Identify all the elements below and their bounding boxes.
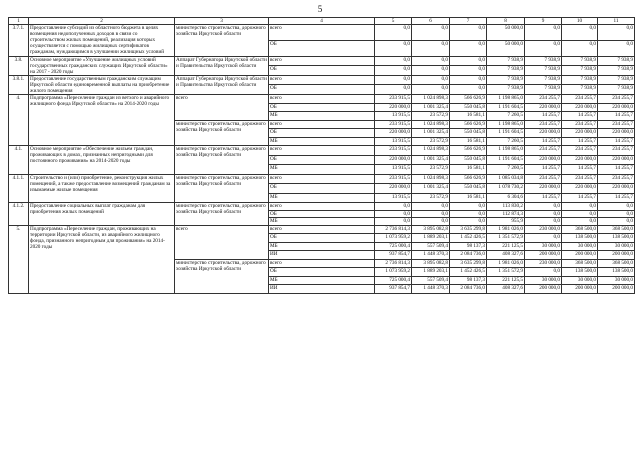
value-cell: 220 000,0: [562, 184, 598, 194]
value-cell: 234 255,7: [562, 120, 598, 129]
value-cell: 234 255,7: [525, 95, 562, 104]
value-cell: 220 000,0: [598, 129, 635, 138]
value-cell: 0,0: [525, 25, 562, 41]
value-cell: 1 024 898,3: [412, 174, 450, 184]
value-cell: 1 448 370,3: [412, 251, 450, 260]
header-cell: 4: [269, 18, 375, 25]
value-cell: 7 938,9: [525, 56, 562, 66]
value-cell: 233 915,5: [375, 146, 412, 156]
value-cell: 14 255,7: [562, 165, 598, 175]
value-cell: 23 572,9: [412, 193, 450, 203]
funding-source-cell: всего: [269, 203, 375, 211]
value-cell: 0,0: [375, 56, 412, 66]
value-cell: 14 255,7: [598, 137, 635, 146]
value-cell: 220 000,0: [375, 103, 412, 112]
funding-source-cell: МБ: [269, 137, 375, 146]
value-cell: 566 626,9: [450, 120, 487, 129]
value-cell: 14 255,7: [598, 193, 635, 203]
value-cell: 233 915,5: [375, 120, 412, 129]
value-cell: 14 255,7: [562, 193, 598, 203]
funding-source-cell: ОБ: [269, 40, 375, 56]
value-cell: 2 084 736,0: [450, 285, 487, 294]
value-cell: 557 509,4: [412, 242, 450, 251]
value-cell: 1 191 604,5: [487, 155, 525, 165]
value-cell: 0,0: [525, 40, 562, 56]
value-cell: 138 500,0: [598, 234, 635, 243]
value-cell: 1 001 325,4: [412, 155, 450, 165]
value-cell: 30 000,0: [562, 276, 598, 285]
value-cell: 3 635 299,8: [450, 225, 487, 234]
section-name: Строительство и (или) приобретение, реконструкция жилых помещений, а также предоставление возмещений гражданам за изымаемые жилые помещения: [29, 174, 175, 203]
value-cell: 1 001 325,4: [412, 103, 450, 112]
executor-cell: министерство строительства, дорожного хозяйства Иркутской области: [175, 146, 269, 175]
table-row: [9, 95, 635, 104]
value-cell: 230 000,0: [525, 225, 562, 234]
value-cell: 98 137,3: [450, 276, 487, 285]
funding-source-cell: МБ: [269, 242, 375, 251]
value-cell: 220 000,0: [525, 103, 562, 112]
value-cell: 937 854,7: [375, 285, 412, 294]
value-cell: 50 000,0: [487, 40, 525, 56]
column-number-row: [9, 18, 635, 25]
value-cell: 220 000,0: [525, 129, 562, 138]
value-cell: 0,0: [412, 218, 450, 226]
value-cell: 1 073 959,2: [375, 234, 412, 243]
value-cell: 220 000,0: [598, 103, 635, 112]
value-cell: 2 084 736,0: [450, 251, 487, 260]
value-cell: 7 938,9: [598, 85, 635, 95]
executor-cell: министерство строительства, дорожного хозяйства Иркутской области: [175, 120, 269, 146]
value-cell: 0,0: [598, 210, 635, 218]
value-cell: 13 915,5: [375, 193, 412, 203]
value-cell: 0,0: [375, 85, 412, 95]
value-cell: 220 000,0: [375, 155, 412, 165]
table-row: [9, 75, 635, 85]
value-cell: 30 000,0: [525, 242, 562, 251]
value-cell: 7 938,9: [487, 75, 525, 85]
funding-source-cell: МБ: [269, 218, 375, 226]
funding-source-cell: всего: [269, 146, 375, 156]
value-cell: 234 255,7: [598, 95, 635, 104]
funding-source-cell: всего: [269, 259, 375, 268]
value-cell: 7 260,5: [487, 112, 525, 121]
funding-source-cell: МБ: [269, 193, 375, 203]
value-cell: 234 255,7: [562, 95, 598, 104]
executor-cell: всего: [175, 225, 269, 259]
value-cell: 0,0: [450, 203, 487, 211]
value-cell: 234 255,7: [598, 146, 635, 156]
table-row: [9, 203, 635, 211]
value-cell: 7 938,9: [598, 66, 635, 76]
value-cell: 234 255,7: [525, 146, 562, 156]
funding-source-cell: ОБ: [269, 129, 375, 138]
section-number: 5.: [9, 225, 29, 293]
value-cell: 1 452 426,5: [450, 234, 487, 243]
executor-cell: министерство строительства, дорожного хозяйства Иркутской области: [175, 174, 269, 203]
value-cell: 14 255,7: [525, 137, 562, 146]
value-cell: 6 304,6: [487, 193, 525, 203]
value-cell: 23 572,9: [412, 165, 450, 175]
section-number: 4.1.1.: [9, 174, 29, 203]
value-cell: 0,0: [450, 210, 487, 218]
value-cell: 220 000,0: [562, 155, 598, 165]
value-cell: 30 000,0: [598, 242, 635, 251]
value-cell: 0,0: [562, 203, 598, 211]
value-cell: 0,0: [375, 40, 412, 56]
value-cell: 113 830,2: [487, 203, 525, 211]
section-name: Основное мероприятие «Обеспечение жильем граждан, проживающих в домах, признанных непригодными для постоянного проживания» на 2014-2020 годы: [29, 146, 175, 175]
value-cell: 1 191 604,5: [487, 103, 525, 112]
funding-source-cell: всего: [269, 25, 375, 41]
value-cell: 0,0: [598, 203, 635, 211]
value-cell: 3 895 082,8: [412, 225, 450, 234]
value-cell: 0,0: [412, 40, 450, 56]
value-cell: 234 255,7: [562, 146, 598, 156]
value-cell: 368 500,0: [562, 259, 598, 268]
value-cell: 234 255,7: [562, 174, 598, 184]
value-cell: 0,0: [450, 56, 487, 66]
value-cell: 138 500,0: [562, 268, 598, 277]
header-cell: 8: [487, 18, 525, 25]
value-cell: 0,0: [598, 25, 635, 41]
value-cell: 0,0: [450, 40, 487, 56]
value-cell: 0,0: [375, 203, 412, 211]
value-cell: 1 198 865,0: [487, 120, 525, 129]
value-cell: 0,0: [412, 203, 450, 211]
value-cell: 368 500,0: [562, 225, 598, 234]
value-cell: 14 255,7: [598, 165, 635, 175]
value-cell: 220 000,0: [598, 155, 635, 165]
funding-source-cell: ОБ: [269, 184, 375, 194]
value-cell: 0,0: [375, 75, 412, 85]
value-cell: 30 000,0: [525, 276, 562, 285]
value-cell: 1 001 325,4: [412, 129, 450, 138]
value-cell: 0,0: [525, 203, 562, 211]
value-cell: 200 000,0: [525, 285, 562, 294]
value-cell: 1 351 572,9: [487, 268, 525, 277]
table-row: [9, 25, 635, 41]
funding-source-cell: ИИ: [269, 285, 375, 294]
executor-cell: министерство строительства, дорожного хозяйства Иркутской области: [175, 25, 269, 56]
value-cell: 550 045,8: [450, 129, 487, 138]
value-cell: 13 915,5: [375, 165, 412, 175]
value-cell: 14 255,7: [525, 165, 562, 175]
value-cell: 0,0: [412, 75, 450, 85]
value-cell: 0,0: [562, 40, 598, 56]
value-cell: 1 191 604,5: [487, 129, 525, 138]
value-cell: 1 889 203,1: [412, 234, 450, 243]
value-cell: 7 938,9: [562, 66, 598, 76]
value-cell: 14 255,7: [598, 112, 635, 121]
value-cell: 0,0: [375, 25, 412, 41]
value-cell: 1 024 898,3: [412, 146, 450, 156]
value-cell: 234 255,7: [525, 120, 562, 129]
value-cell: 112 874,3: [487, 210, 525, 218]
value-cell: 1 078 730,2: [487, 184, 525, 194]
value-cell: 0,0: [375, 218, 412, 226]
funding-source-cell: МБ: [269, 165, 375, 175]
value-cell: 1 452 426,5: [450, 268, 487, 277]
value-cell: 550 045,8: [450, 184, 487, 194]
value-cell: 725 000,4: [375, 242, 412, 251]
header-cell: 9: [525, 18, 562, 25]
value-cell: 1 981 026,0: [487, 225, 525, 234]
value-cell: 220 000,0: [598, 184, 635, 194]
header-cell: 6: [412, 18, 450, 25]
funding-source-cell: ИИ: [269, 251, 375, 260]
funding-source-cell: ОБ: [269, 234, 375, 243]
value-cell: 0,0: [450, 75, 487, 85]
value-cell: 138 500,0: [598, 268, 635, 277]
section-name: Подпрограмма «Переселение граждан, проживающих на территории Иркутской области, из аварийного жилищного фонда, признанного непригодным для проживания» на 2014-2020 годы: [29, 225, 175, 293]
value-cell: 30 000,0: [562, 242, 598, 251]
value-cell: 50 000,0: [487, 25, 525, 41]
section-number: 4.: [9, 95, 29, 146]
value-cell: 30 000,0: [598, 276, 635, 285]
funding-source-cell: ОБ: [269, 85, 375, 95]
section-number: 4.1.2.: [9, 203, 29, 226]
value-cell: 13 915,5: [375, 112, 412, 121]
value-cell: 7 260,5: [487, 165, 525, 175]
value-cell: 0,0: [598, 218, 635, 226]
value-cell: 234 255,7: [525, 174, 562, 184]
value-cell: 1 024 898,3: [412, 120, 450, 129]
value-cell: 23 572,9: [412, 137, 450, 146]
header-cell: 5: [375, 18, 412, 25]
funding-source-cell: всего: [269, 75, 375, 85]
value-cell: 14 255,7: [525, 193, 562, 203]
value-cell: 7 938,9: [487, 66, 525, 76]
budget-table: [8, 17, 635, 294]
value-cell: 200 000,0: [598, 285, 635, 294]
value-cell: 7 938,9: [598, 56, 635, 66]
value-cell: 0,0: [412, 56, 450, 66]
executor-cell: министерство строительства, дорожного хозяйства Иркутской области: [175, 203, 269, 226]
value-cell: 200 000,0: [525, 251, 562, 260]
value-cell: 7 938,9: [487, 56, 525, 66]
funding-source-cell: МБ: [269, 112, 375, 121]
executor-cell: министерство строительства, дорожного хозяйства Иркутской области: [175, 259, 269, 293]
section-number: 3.8.: [9, 56, 29, 75]
value-cell: 98 137,3: [450, 242, 487, 251]
value-cell: 7 938,9: [562, 56, 598, 66]
header-cell: 2: [29, 18, 175, 25]
value-cell: 0,0: [375, 66, 412, 76]
value-cell: 557 509,4: [412, 276, 450, 285]
value-cell: 368 500,0: [598, 259, 635, 268]
section-name: Предоставление государственным гражданским служащим Иркутской области единовременной выплаты на приобретение жилого помещения: [29, 75, 175, 94]
section-name: Предоставление субсидий из областного бюджета в целях возмещения недополученных доходов в связи со строительством жилых помещений, реализация которых осуществляется с помощью жилищных сертификатов гражданам, нуждающимся в улучшении жилищных условий: [29, 25, 175, 56]
value-cell: 7 938,9: [598, 75, 635, 85]
table-row: [9, 56, 635, 66]
section-name: Предоставление социальных выплат гражданам для приобретения жилых помещений: [29, 203, 175, 226]
value-cell: 0,0: [562, 25, 598, 41]
value-cell: 1 073 959,2: [375, 268, 412, 277]
value-cell: 566 626,9: [450, 95, 487, 104]
value-cell: 1 001 325,4: [412, 184, 450, 194]
header-cell: 10: [562, 18, 598, 25]
value-cell: 221 125,5: [487, 242, 525, 251]
value-cell: 0,0: [412, 25, 450, 41]
section-number: 3.7.1.: [9, 25, 29, 56]
funding-source-cell: ОБ: [269, 103, 375, 112]
funding-source-cell: всего: [269, 56, 375, 66]
header-cell: 1: [9, 18, 29, 25]
header-cell: 7: [450, 18, 487, 25]
value-cell: 0,0: [450, 25, 487, 41]
value-cell: 200 000,0: [562, 285, 598, 294]
value-cell: 408 327,6: [487, 285, 525, 294]
value-cell: 23 572,9: [412, 112, 450, 121]
executor-cell: Аппарат Губернатора Иркутской области и Правительства Иркутской области: [175, 75, 269, 94]
page-number: 5: [317, 4, 323, 14]
value-cell: 14 255,7: [562, 112, 598, 121]
value-cell: 0,0: [562, 210, 598, 218]
value-cell: 0,0: [412, 210, 450, 218]
value-cell: 0,0: [562, 218, 598, 226]
value-cell: 955,9: [487, 218, 525, 226]
funding-source-cell: ОБ: [269, 268, 375, 277]
value-cell: 16 581,1: [450, 193, 487, 203]
value-cell: 0,0: [525, 210, 562, 218]
value-cell: 566 626,9: [450, 146, 487, 156]
value-cell: 3 635 299,8: [450, 259, 487, 268]
value-cell: 14 255,7: [562, 137, 598, 146]
value-cell: 725 000,4: [375, 276, 412, 285]
table-row: [9, 146, 635, 156]
value-cell: 550 045,8: [450, 103, 487, 112]
value-cell: 1 981 026,0: [487, 259, 525, 268]
value-cell: 0,0: [412, 85, 450, 95]
value-cell: 14 255,7: [525, 112, 562, 121]
header-cell: 11: [598, 18, 635, 25]
value-cell: 1 351 572,9: [487, 234, 525, 243]
value-cell: 566 626,9: [450, 174, 487, 184]
executor-cell: Аппарат Губернатора Иркутской области и Правительства Иркутской области: [175, 56, 269, 75]
value-cell: 1 198 865,0: [487, 146, 525, 156]
value-cell: 1 889 203,1: [412, 268, 450, 277]
value-cell: 0,0: [450, 218, 487, 226]
value-cell: 1 198 865,0: [487, 95, 525, 104]
value-cell: 16 581,1: [450, 112, 487, 121]
value-cell: 13 915,5: [375, 137, 412, 146]
value-cell: 221 125,5: [487, 276, 525, 285]
value-cell: 230 000,0: [525, 259, 562, 268]
value-cell: 234 255,7: [598, 120, 635, 129]
value-cell: 138 500,0: [562, 234, 598, 243]
value-cell: 7 938,9: [525, 75, 562, 85]
value-cell: 7 938,9: [487, 85, 525, 95]
value-cell: 0,0: [412, 66, 450, 76]
executor-cell: всего: [175, 95, 269, 121]
value-cell: 233 915,5: [375, 174, 412, 184]
funding-source-cell: всего: [269, 174, 375, 184]
value-cell: 408 327,6: [487, 251, 525, 260]
value-cell: 16 581,1: [450, 165, 487, 175]
value-cell: 7 938,9: [562, 85, 598, 95]
value-cell: 2 736 814,3: [375, 225, 412, 234]
value-cell: 0,0: [525, 268, 562, 277]
funding-source-cell: ОБ: [269, 155, 375, 165]
value-cell: 1 085 034,8: [487, 174, 525, 184]
funding-source-cell: всего: [269, 225, 375, 234]
funding-source-cell: МБ: [269, 276, 375, 285]
value-cell: 233 915,5: [375, 95, 412, 104]
value-cell: 200 000,0: [598, 251, 635, 260]
value-cell: 0,0: [375, 210, 412, 218]
value-cell: 1 024 898,3: [412, 95, 450, 104]
value-cell: 550 045,8: [450, 155, 487, 165]
table-row: [9, 225, 635, 234]
value-cell: 937 854,7: [375, 251, 412, 260]
funding-source-cell: ОБ: [269, 210, 375, 218]
value-cell: 7 260,5: [487, 137, 525, 146]
table-row: [9, 174, 635, 184]
value-cell: 3 895 082,8: [412, 259, 450, 268]
value-cell: 1 448 370,3: [412, 285, 450, 294]
value-cell: 220 000,0: [525, 155, 562, 165]
funding-source-cell: всего: [269, 120, 375, 129]
header-cell: 3: [175, 18, 269, 25]
section-name: Подпрограмма «Переселение граждан из ветхого и аварийного жилищного фонда Иркутской области» на 2014-2020 годы: [29, 95, 175, 146]
value-cell: 7 938,9: [525, 66, 562, 76]
value-cell: 368 500,0: [598, 225, 635, 234]
value-cell: 220 000,0: [562, 103, 598, 112]
value-cell: 220 000,0: [525, 184, 562, 194]
section-number: 3.8.1.: [9, 75, 29, 94]
value-cell: 0,0: [450, 85, 487, 95]
value-cell: 0,0: [525, 218, 562, 226]
funding-source-cell: ОБ: [269, 66, 375, 76]
value-cell: 2 736 814,3: [375, 259, 412, 268]
value-cell: 200 000,0: [562, 251, 598, 260]
value-cell: 0,0: [525, 234, 562, 243]
value-cell: 220 000,0: [562, 129, 598, 138]
value-cell: 0,0: [450, 66, 487, 76]
value-cell: 234 255,7: [598, 174, 635, 184]
funding-source-cell: всего: [269, 95, 375, 104]
value-cell: 7 938,9: [525, 85, 562, 95]
value-cell: 220 000,0: [375, 129, 412, 138]
value-cell: 16 581,1: [450, 137, 487, 146]
section-name: Основное мероприятие «Улучшение жилищных условий государственных гражданских служащих Иркутской области» на 2017 - 2020 годы: [29, 56, 175, 75]
value-cell: 0,0: [598, 40, 635, 56]
section-number: 4.1.: [9, 146, 29, 175]
value-cell: 7 938,9: [562, 75, 598, 85]
value-cell: 220 000,0: [375, 184, 412, 194]
